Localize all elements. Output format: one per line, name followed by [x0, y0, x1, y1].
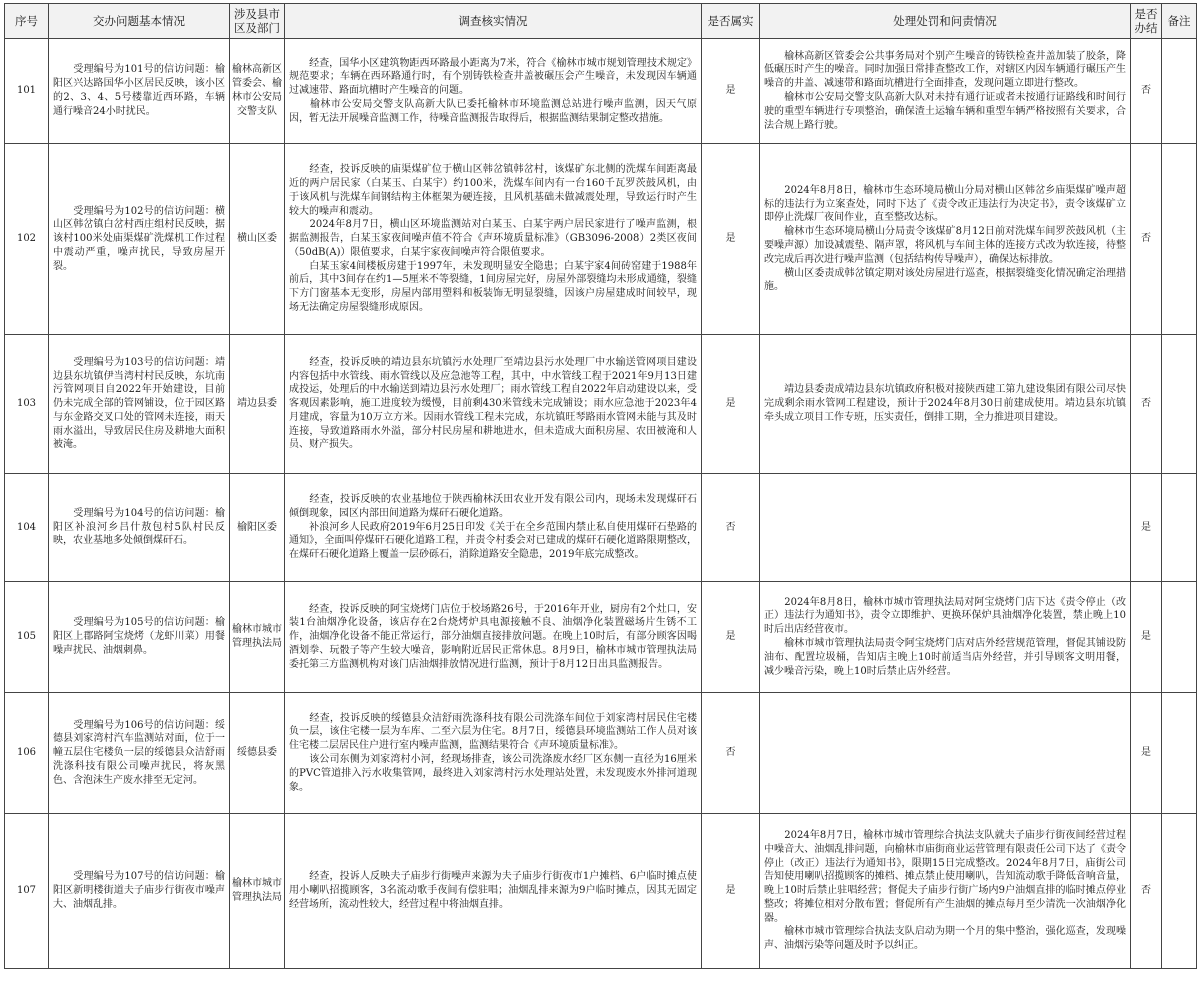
row-true: 是 [702, 335, 760, 474]
header-handling: 处理处罚和问责情况 [760, 4, 1131, 39]
row-basic: 受理编号为101号的信访问题：榆阳区兴达路国华小区居民反映，该小区的2、3、4、5号楼靠近西环路，车辆通行噪音24小时扰民。 [49, 39, 230, 144]
row-true: 否 [702, 693, 760, 814]
table-row [5, 474, 1197, 582]
row-basic: 受理编号为102号的信访问题：横山区韩岔镇白岔村西庄组村民反映，据该村100米处庙渠煤矿洗煤机工作过程中震动严重，噪声扰民，导致房屋开裂。 [49, 144, 230, 335]
table-row [5, 39, 1197, 144]
complaint-table [4, 3, 1197, 969]
row-number: 104 [5, 474, 49, 582]
table-row [5, 582, 1197, 693]
row-number: 107 [5, 814, 49, 969]
row-dept: 绥德县委 [230, 693, 285, 814]
header-basic: 交办问题基本情况 [49, 4, 230, 39]
header-investigation: 调查核实情况 [285, 4, 702, 39]
row-true: 是 [702, 144, 760, 335]
row-handling [760, 693, 1131, 814]
table-row [5, 693, 1197, 814]
row-basic: 受理编号为106号的信访问题：绥德县刘家湾村汽车监测站对面，位于一幢五层住宅楼负一层的绥德县众洁舒雨洗涤科技有限公司噪声扰民，将灰黑色、含泡沫生产废水排至无定河。 [49, 693, 230, 814]
row-investigation: 经查，投诉人反映夫子庙步行街噪声来源为夫子庙步行街夜市1户摊档、6户临时摊点使用小喇叭招揽顾客，3名流动歌手夜间有偿驻唱；油烟乱排来源为9户临时摊点，因其无固定经营场所，流动性较大，经营过程中将油烟直排。 [285, 814, 702, 969]
row-remark [1162, 814, 1197, 969]
row-investigation: 经查，投诉反映的庙渠煤矿位于横山区韩岔镇韩岔村，该煤矿东北侧的洗煤车间距离最近的两户居民家（白某玉、白某宇）约100米，洗煤车间内有一台160千瓦罗茨鼓风机，由于该风机与洗煤车间钢结构主体框架为硬连接，且风机基础未做减震处理，导致运行时产生较大的噪声和震动。 2024年8月7日，横山区环境监测站对白某玉、白某宇两户居民家进行了噪声监测，根据监测报告，白某玉家夜间噪声值不符合《声环境质量标准》（GB3096-2008）2类区夜间（50dB(A)）限值要求，白某宇家夜间噪声符合限值要求。 白某玉家4间楼板房建于1997年，未发现明显安全隐患；白某宇家4间砖窑建于1988年前后，其中3间存在约1—5厘米不等裂缝，1间房屋完好，房屋外部裂缝均未形成通缝，裂缝下方门窗基本无变形，房屋内部用塑料和板装饰无明显裂缝，因该户房屋建成时间较早，现场无法确定房屋裂缝形成原因。 [285, 144, 702, 335]
row-dept: 榆阳区委 [230, 474, 285, 582]
header-closed: 是否办结 [1131, 4, 1162, 39]
row-closed: 否 [1131, 814, 1162, 969]
table-row [5, 814, 1197, 969]
row-handling [760, 474, 1131, 582]
row-remark [1162, 144, 1197, 335]
row-number: 102 [5, 144, 49, 335]
row-handling: 2024年8月7日，榆林市城市管理综合执法支队就夫子庙步行街夜间经营过程中噪音大、油烟乱排问题，向榆林市庙街商业运营管理有限责任公司下达了《责令停止（改正）违法行为通知书》，限期15日完成整改。2024年8月7日，庙街公司告知使用喇叭招揽顾客的摊档、摊点禁止使用喇叭，告知流动歌手降低音响音量，晚上10时后禁止驻唱经营；督促夫子庙步行街广场内9户油烟直排的临时摊点停业整改；将摊位相对分散布置；督促所有产生油烟的摊点每月至少清洗一次油烟净化器。 榆林市城市管理综合执法支队启动为期一个月的集中整治，强化巡查，发现噪声、油烟污染等问题及时予以纠正。 [760, 814, 1131, 969]
row-basic: 受理编号为105号的信访问题：榆阳区上郡路阿宝烧烤（龙虾川菜）用餐噪声扰民、油烟刺鼻。 [49, 582, 230, 693]
row-closed: 是 [1131, 693, 1162, 814]
header-row [5, 4, 1197, 39]
row-true: 否 [702, 474, 760, 582]
row-investigation: 经查，国华小区建筑物距西环路最小距离为7米，符合《榆林市城市规划管理技术规定》规范要求；车辆在西环路通行时，有个别铸铁检查井盖被碾压会产生噪音，未发现因车辆通过减速带、路面坑槽时产生噪音的问题。 榆林市公安局交警支队高新大队已委托榆林市环境监测总站进行噪声监测，因天气原因，暂无法开展噪音监测工作，待噪音监测报告取得后，根据监测结果制定整改措施。 [285, 39, 702, 144]
row-dept: 横山区委 [230, 144, 285, 335]
row-closed: 是 [1131, 582, 1162, 693]
row-dept: 榆林高新区管委会、榆林市公安局交警支队 [230, 39, 285, 144]
row-closed: 是 [1131, 474, 1162, 582]
row-investigation: 经查，投诉反映的农业基地位于陕西榆林沃田农业开发有限公司内，现场未发现煤矸石倾倒现象，园区内部田间道路为煤矸石硬化道路。 补浪河乡人民政府2019年6月25日印发《关于在全乡范围内禁止私自使用煤矸石垫路的通知》，全面叫停煤矸石硬化道路工程，并责令村委会对已建成的煤矸石硬化道路限期整改，在煤矸石硬化道路上覆盖一层砂砾石，消除道路安全隐患，2019年底完成整改。 [285, 474, 702, 582]
row-remark [1162, 39, 1197, 144]
row-investigation: 经查，投诉反映的绥德县众洁舒雨洗涤科技有限公司洗涤车间位于刘家湾村居民住宅楼负一层，该住宅楼一层为车库、二至六层为住宅。8月7日，绥德县环境监测站工作人员对该住宅楼二层居民住户进行室内噪声监测，监测结果符合《声环境质量标准》。 该公司东侧为刘家湾村小河，经现场排查，该公司洗涤废水经厂区东侧一直径为16厘米的PVC管道排入污水收集管网，最终进入刘家湾村污水处理站处置，未发现废水外排河道现象。 [285, 693, 702, 814]
table-row [5, 335, 1197, 474]
row-closed: 否 [1131, 144, 1162, 335]
row-true: 是 [702, 582, 760, 693]
header-remark: 备注 [1162, 4, 1197, 39]
row-handling: 靖边县委责成靖边县东坑镇政府积极对接陕西建工第九建设集团有限公司尽快完成剩余雨水管网工程建设，预计于2024年8月30日前建成使用。靖边县东坑镇牵头成立项目工作专班，压实责任，倒排工期，全力推进项目建设。 [760, 335, 1131, 474]
row-investigation: 经查，投诉反映的靖边县东坑镇污水处理厂至靖边县污水处理厂中水输送管网项目建设内容包括中水管线、雨水管线以及应急池等工程，其中，中水管线工程于2021年9月13日建成投运，处理后的中水输送到靖边县污水处理厂；雨水管线工程自2022年启动建设以来，受客观因素影响，施工进度较为缓慢，目前剩430米管线未完成铺设；雨水应急池于2023年4月建成，容量为10万立方米。因雨水管线工程未完成，东坑镇旺琴路雨水管网未能与其及时连接，导致道路雨水外溢，部分村民房屋和耕地进水，但未造成大面积房屋、农田被淹和人员、财产损失。 [285, 335, 702, 474]
row-basic: 受理编号为104号的信访问题：榆阳区补浪河乡吕什敖包村5队村民反映，农业基地多处倾倒煤矸石。 [49, 474, 230, 582]
row-remark [1162, 474, 1197, 582]
row-number: 101 [5, 39, 49, 144]
row-remark [1162, 335, 1197, 474]
row-basic: 受理编号为107号的信访问题：榆阳区新明楼街道夫子庙步行街夜市噪声大、油烟乱排。 [49, 814, 230, 969]
row-closed: 否 [1131, 39, 1162, 144]
row-handling: 2024年8月8日，榆林市生态环境局横山分局对横山区韩岔乡庙渠煤矿噪声超标的违法行为立案查处，同时下达了《责令改正违法行为决定书》，责令该煤矿立即停止洗煤厂夜间作业，直至整改达标。 榆林市生态环境局横山分局责令该煤矿8月12日前对洗煤车间罗茨鼓风机（主要噪声源）加设减震垫、隔声罩，将风机与车间主体的连接方式改为软连接，待整改完成后再次进行噪声监测（包括结构传导噪声），确保达标排放。 横山区委责成韩岔镇定期对该处房屋进行巡查，根据裂缝变化情况确定治理措施。 [760, 144, 1131, 335]
header-true: 是否属实 [702, 4, 760, 39]
row-closed: 否 [1131, 335, 1162, 474]
row-remark [1162, 693, 1197, 814]
table-row [5, 144, 1197, 335]
row-number: 103 [5, 335, 49, 474]
row-dept: 榆林市城市管理执法局 [230, 814, 285, 969]
row-investigation: 经查，投诉反映的阿宝烧烤门店位于校场路26号，于2016年开业，厨房有2个灶口，安装1台油烟净化设备，该店存在2台烧烤炉具电源接触不良、油烟净化装置磁场片生锈不工作，油烟净化设备不能正常运行，部分油烟直接排放问题。在晚上10时后，有部分顾客因喝酒划拳、玩骰子等产生较大噪音，影响附近居民正常休息。8月9日，榆林市城市管理执法局委托第三方监测机构对该门店油烟排放情况进行监测，预计于8月12日出具监测报告。 [285, 582, 702, 693]
row-dept: 靖边县委 [230, 335, 285, 474]
row-dept: 榆林市城市管理执法局 [230, 582, 285, 693]
row-handling: 榆林高新区管委会公共事务局对个别产生噪音的铸铁检查井盖加装了胶条，降低碾压时产生的噪音。同时加强日常排查整改工作，对辖区内因车辆通行碾压产生噪音的井盖、减速带和路面坑槽进行全面排查，发现问题立即进行整改。 榆林市公安局交警支队高新大队对未持有通行证或者未按通行证路线和时间行驶的重型车辆进行专项整治，确保渣土运输车辆和重型车辆严格按照有关要求，合法合规上路行驶。 [760, 39, 1131, 144]
header-dept: 涉及县市区及部门 [230, 4, 285, 39]
row-true: 是 [702, 814, 760, 969]
header-no: 序号 [5, 4, 49, 39]
row-basic: 受理编号为103号的信访问题：靖边县东坑镇伊当湾村村民反映，东坑南污管网项目自2022年开始建设，目前仍未完成全部的管网铺设，位于园区路与东金路交叉口处的管网未连接，雨天雨水溢出，导致居民住房及耕地大面积被淹。 [49, 335, 230, 474]
row-number: 105 [5, 582, 49, 693]
row-number: 106 [5, 693, 49, 814]
row-handling: 2024年8月8日，榆林市城市管理执法局对阿宝烧烤门店下达《责令停止（改正）违法行为通知书》，责令立即维护、更换环保炉具油烟净化装置，禁止晚上10时后出店经营夜市。 榆林市城市管理执法局责令阿宝烧烤门店对店外经营规范管理，督促其铺设防油布、配置垃圾桶，告知店主晚上10时前适当店外经营，并引导顾客文明用餐，减少噪音污染，晚上10时后禁止店外经营。 [760, 582, 1131, 693]
row-remark [1162, 582, 1197, 693]
row-true: 是 [702, 39, 760, 144]
